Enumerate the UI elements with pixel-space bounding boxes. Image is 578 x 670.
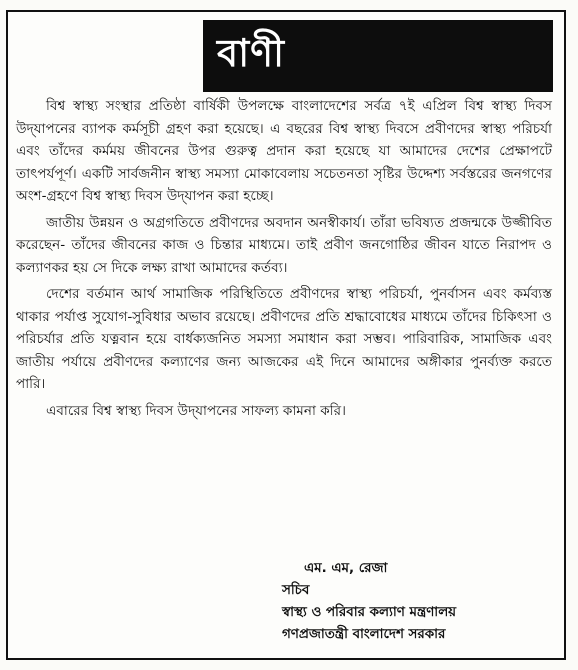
- title-banner: [203, 20, 553, 92]
- paragraph-3: দেশের বর্তমান আর্থ সামাজিক পরিস্থিতিতে প্রবীণদের স্বাস্থ্য পরিচর্যা, পুনর্বাসন এবং কর্মব্যস্ত থাকার পর্যাপ্ত সুযোগ-সুবিধার অভাব রয়েছে। প্রবীণদের প্রতি শ্রদ্ধাবোধের মাধ্যমে তাঁদের চিকিৎসা ও পরিচর্যার প্রতি যত্নবান হয়ে বার্ধক্যজনিত সমস্যা সমাধান করা সম্ভব। পারিবারিক, সামাজিক এবং জাতীয় পর্যায়ে প্রবীণদের কল্যাণের জন্য আজকের এই দিনে আমাদের অঙ্গীকার পুনর্ব্যক্ত করতে পারি।: [16, 286, 552, 392]
- message-body: [16, 95, 552, 422]
- paragraph-1: বিশ্ব স্বাস্থ্য সংস্থার প্রতিষ্ঠা বার্ষিকী উপলক্ষে বাংলাদেশের সর্বত্র ৭ই এপ্রিল বিশ্ব স্বাস্থ্য দিবস উদ্‌যাপনের ব্যাপক কর্মসূচী গ্রহণ করা হয়েছে। এ বছরের বিশ্ব স্বাস্থ্য দিবসে প্রবীণদের স্বাস্থ্য পরিচর্যা এবং তাঁদের কর্মময় জীবনের উপর গুরুত্ব প্রদান করা হয়েছে যা আমাদের দেশের প্রেক্ষাপটে তাৎপর্যপূর্ণ। একটি সার্বজনীন স্বাস্থ্য সমস্যা মোকাবেলায় সচেতনতা সৃষ্টির উদ্দেশ্য সর্বস্তরের জনগণের অংশ-গ্রহণে বিশ্ব স্বাস্থ্য দিবস উদ্‌যাপন করা হচ্ছে।: [16, 98, 552, 204]
- signatory-name: এম. এম, রেজা: [304, 561, 388, 576]
- signatory-designation: সচিব: [282, 583, 310, 598]
- page-title: বাণী: [217, 31, 286, 75]
- paragraph-2: জাতীয় উন্নয়ন ও অগ্রগতিতে প্রবীণদের অবদান অনস্বীকার্য। তাঁরা ভবিষ্যত প্রজন্মকে উজ্জীবিত করেছেন- তাঁদের জীবনের কাজ ও চিন্তার মাধ্যমে। তাই প্রবীণ জনগোষ্ঠির জীবন যাতে নিরাপদ ও কল্যাণকর হয় সে দিকে লক্ষ্য রাখা আমাদের কর্তব্য।: [16, 214, 552, 276]
- signature-block: [282, 558, 552, 646]
- closing-line: এবারের বিশ্ব স্বাস্থ্য দিবস উদ্‌যাপনের সাফল্য কামনা করি।: [46, 402, 346, 419]
- signatory-government: গণপ্রজাতন্ত্রী বাংলাদেশ সরকার: [282, 627, 446, 642]
- signatory-ministry: স্বাস্থ্য ও পরিবার কল্যাণ মন্ত্রণালয়: [282, 605, 457, 620]
